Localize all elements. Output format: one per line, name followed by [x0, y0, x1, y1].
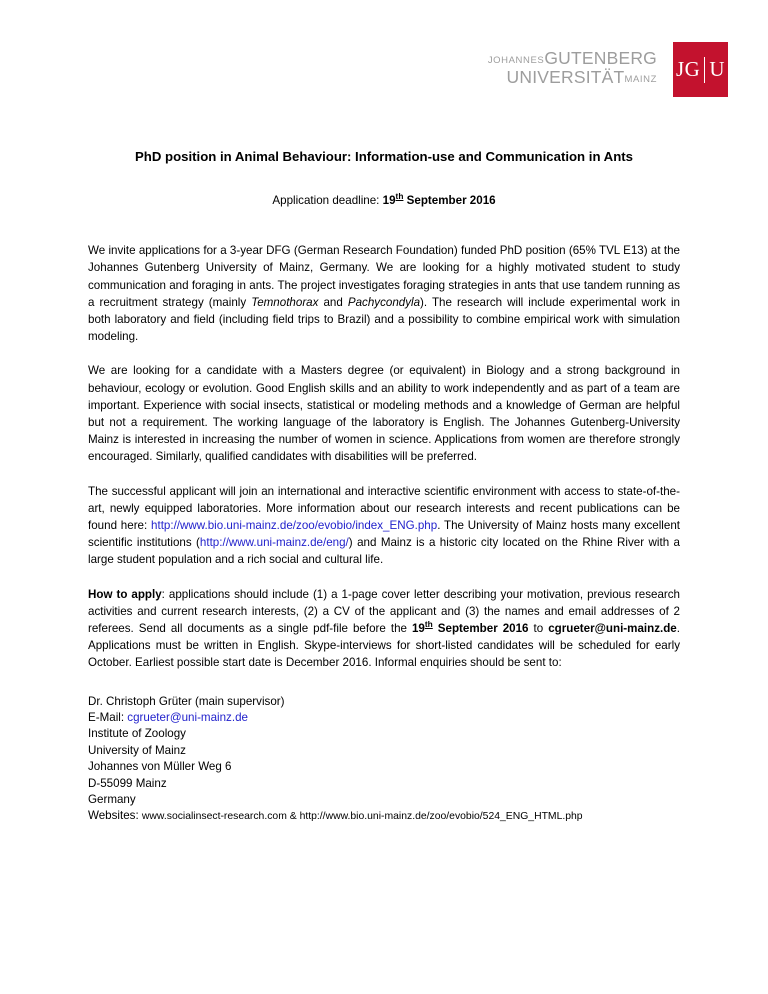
deadline-ordinal: th: [395, 191, 404, 202]
paragraph-how-to-apply: [88, 586, 680, 672]
contact-website-1[interactable]: www.socialinsect-research.com: [141, 811, 287, 823]
deadline-label: Application deadline:: [272, 194, 383, 208]
deadline-day: 19: [382, 194, 396, 208]
wordmark-mainz: MAINZ: [624, 73, 657, 85]
wordmark-gutenberg: GUTENBERG: [544, 47, 657, 68]
p4-deadline-rest: September 2016: [432, 622, 529, 636]
jgu-logo-u: U: [709, 57, 725, 81]
p4-part3: . Applications must be written in English. Skype-interviews for short-listed candidates will be scheduled for early October. Earliest possible start date is December 2016. Informal enquiries should be sent to:: [88, 622, 680, 670]
contact-email-link[interactable]: cgrueter@uni-mainz.de: [127, 711, 248, 725]
p3-part2: . The University of Mainz hosts many excellent scientific institutions (: [88, 519, 681, 550]
jgu-logo-jg: JG: [675, 57, 701, 81]
p1-genus-pachycondyla: Pachycondyla: [347, 295, 421, 309]
wordmark-universitaet: UNIVERSITÄT: [506, 66, 625, 87]
jgu-logo-divider: [704, 57, 705, 83]
paragraph-environment: [88, 483, 680, 569]
p2-text: We are looking for a candidate with a Masters degree (or equivalent) in Biology and a strong background in behaviour, ecology or evolution. Good English skills and an ability to work independently and as part of a team are important. Experience with social insects, statistical or modeling methods and a knowledge of German are helpful but not a requirement. The working language of the laboratory is English. The Johannes Gutenberg-University Mainz is interested in increasing the number of women in science. Applications from women are therefore strongly encouraged. Similarly, qualified candidates with disabilities will be preferred.: [88, 364, 680, 464]
contact-university: University of Mainz: [88, 743, 186, 757]
p4-part2: to: [528, 622, 549, 636]
contact-postcode: D-55099 Mainz: [88, 776, 167, 790]
p4-application-email: cgrueter@uni-mainz.de: [548, 622, 677, 636]
p4-deadline-day: 19: [411, 622, 425, 636]
contact-institute: Institute of Zoology: [88, 727, 186, 741]
page-title: PhD position in Animal Behaviour: Information-use and Communication in Ants: [135, 149, 633, 164]
p1-genus-temnothorax: Temnothorax: [251, 295, 319, 309]
how-to-apply-heading: How to apply: [88, 587, 162, 601]
jgu-logo: [673, 42, 728, 97]
contact-email-label: E-Mail:: [88, 711, 128, 725]
paragraph-invitation: [88, 242, 680, 345]
p3-part3: ) and Mainz is a historic city located on the Rhine River with a large student population and a rich social and cultural life.: [88, 536, 680, 567]
link-uni-mainz-eng[interactable]: http://www.uni-mainz.de/eng/: [199, 536, 349, 550]
jgu-logo-text: [676, 57, 725, 83]
deadline-rest: September 2016: [403, 194, 496, 208]
contact-block: [88, 694, 680, 826]
contact-websites-label: Websites:: [88, 809, 142, 823]
p4-deadline-ordinal: th: [424, 619, 433, 630]
p1-part1: We invite applications for a 3-year DFG (German Research Foundation) funded PhD position (65% TVL E13) at the Johannes Gutenberg University of Mainz, Germany. We are looking for a highly motivated student to study communication and foraging in ants. The project investigates foraging strategies in ants that use tandem running as a recruitment strategy (mainly: [88, 244, 680, 309]
contact-name: Dr. Christoph Grüter (main supervisor): [88, 694, 285, 708]
contact-websites-separator: &: [286, 811, 300, 823]
p1-part3: ). The research will include experimental work in both laboratory and field (including field trips to Brazil) and a possibility to combine empirical work with simulation modeling.: [88, 295, 680, 344]
contact-email-line: [88, 710, 680, 726]
contact-street: Johannes von Müller Weg 6: [88, 760, 232, 774]
p1-part2: and: [318, 295, 348, 309]
p4-part1: : applications should include (1) a 1-page cover letter describing your motivation, previous research activities and current research interests, (2) a CV of the applicant and (3) the names and email addresses of 2 referees. Send all documents as a single pdf-file before the: [88, 587, 681, 636]
contact-websites-line: [88, 808, 680, 825]
wordmark-johannes: JOHANNES: [487, 54, 545, 66]
contact-country: Germany: [88, 793, 136, 807]
document-content: [88, 0, 680, 826]
link-evobio-index[interactable]: http://www.bio.uni-mainz.de/zoo/evobio/index_ENG.php: [151, 519, 438, 532]
application-deadline: [88, 191, 680, 208]
paragraph-candidate-profile: [88, 362, 680, 465]
p3-part1: The successful applicant will join an international and interactive scientific environment with access to state-of-the-art, newly equipped laboratories. More information about our research interests and recent publications can be found here:: [88, 484, 680, 532]
contact-website-2[interactable]: http://www.bio.uni-mainz.de/zoo/evobio/524_ENG_HTML.php: [299, 811, 583, 823]
